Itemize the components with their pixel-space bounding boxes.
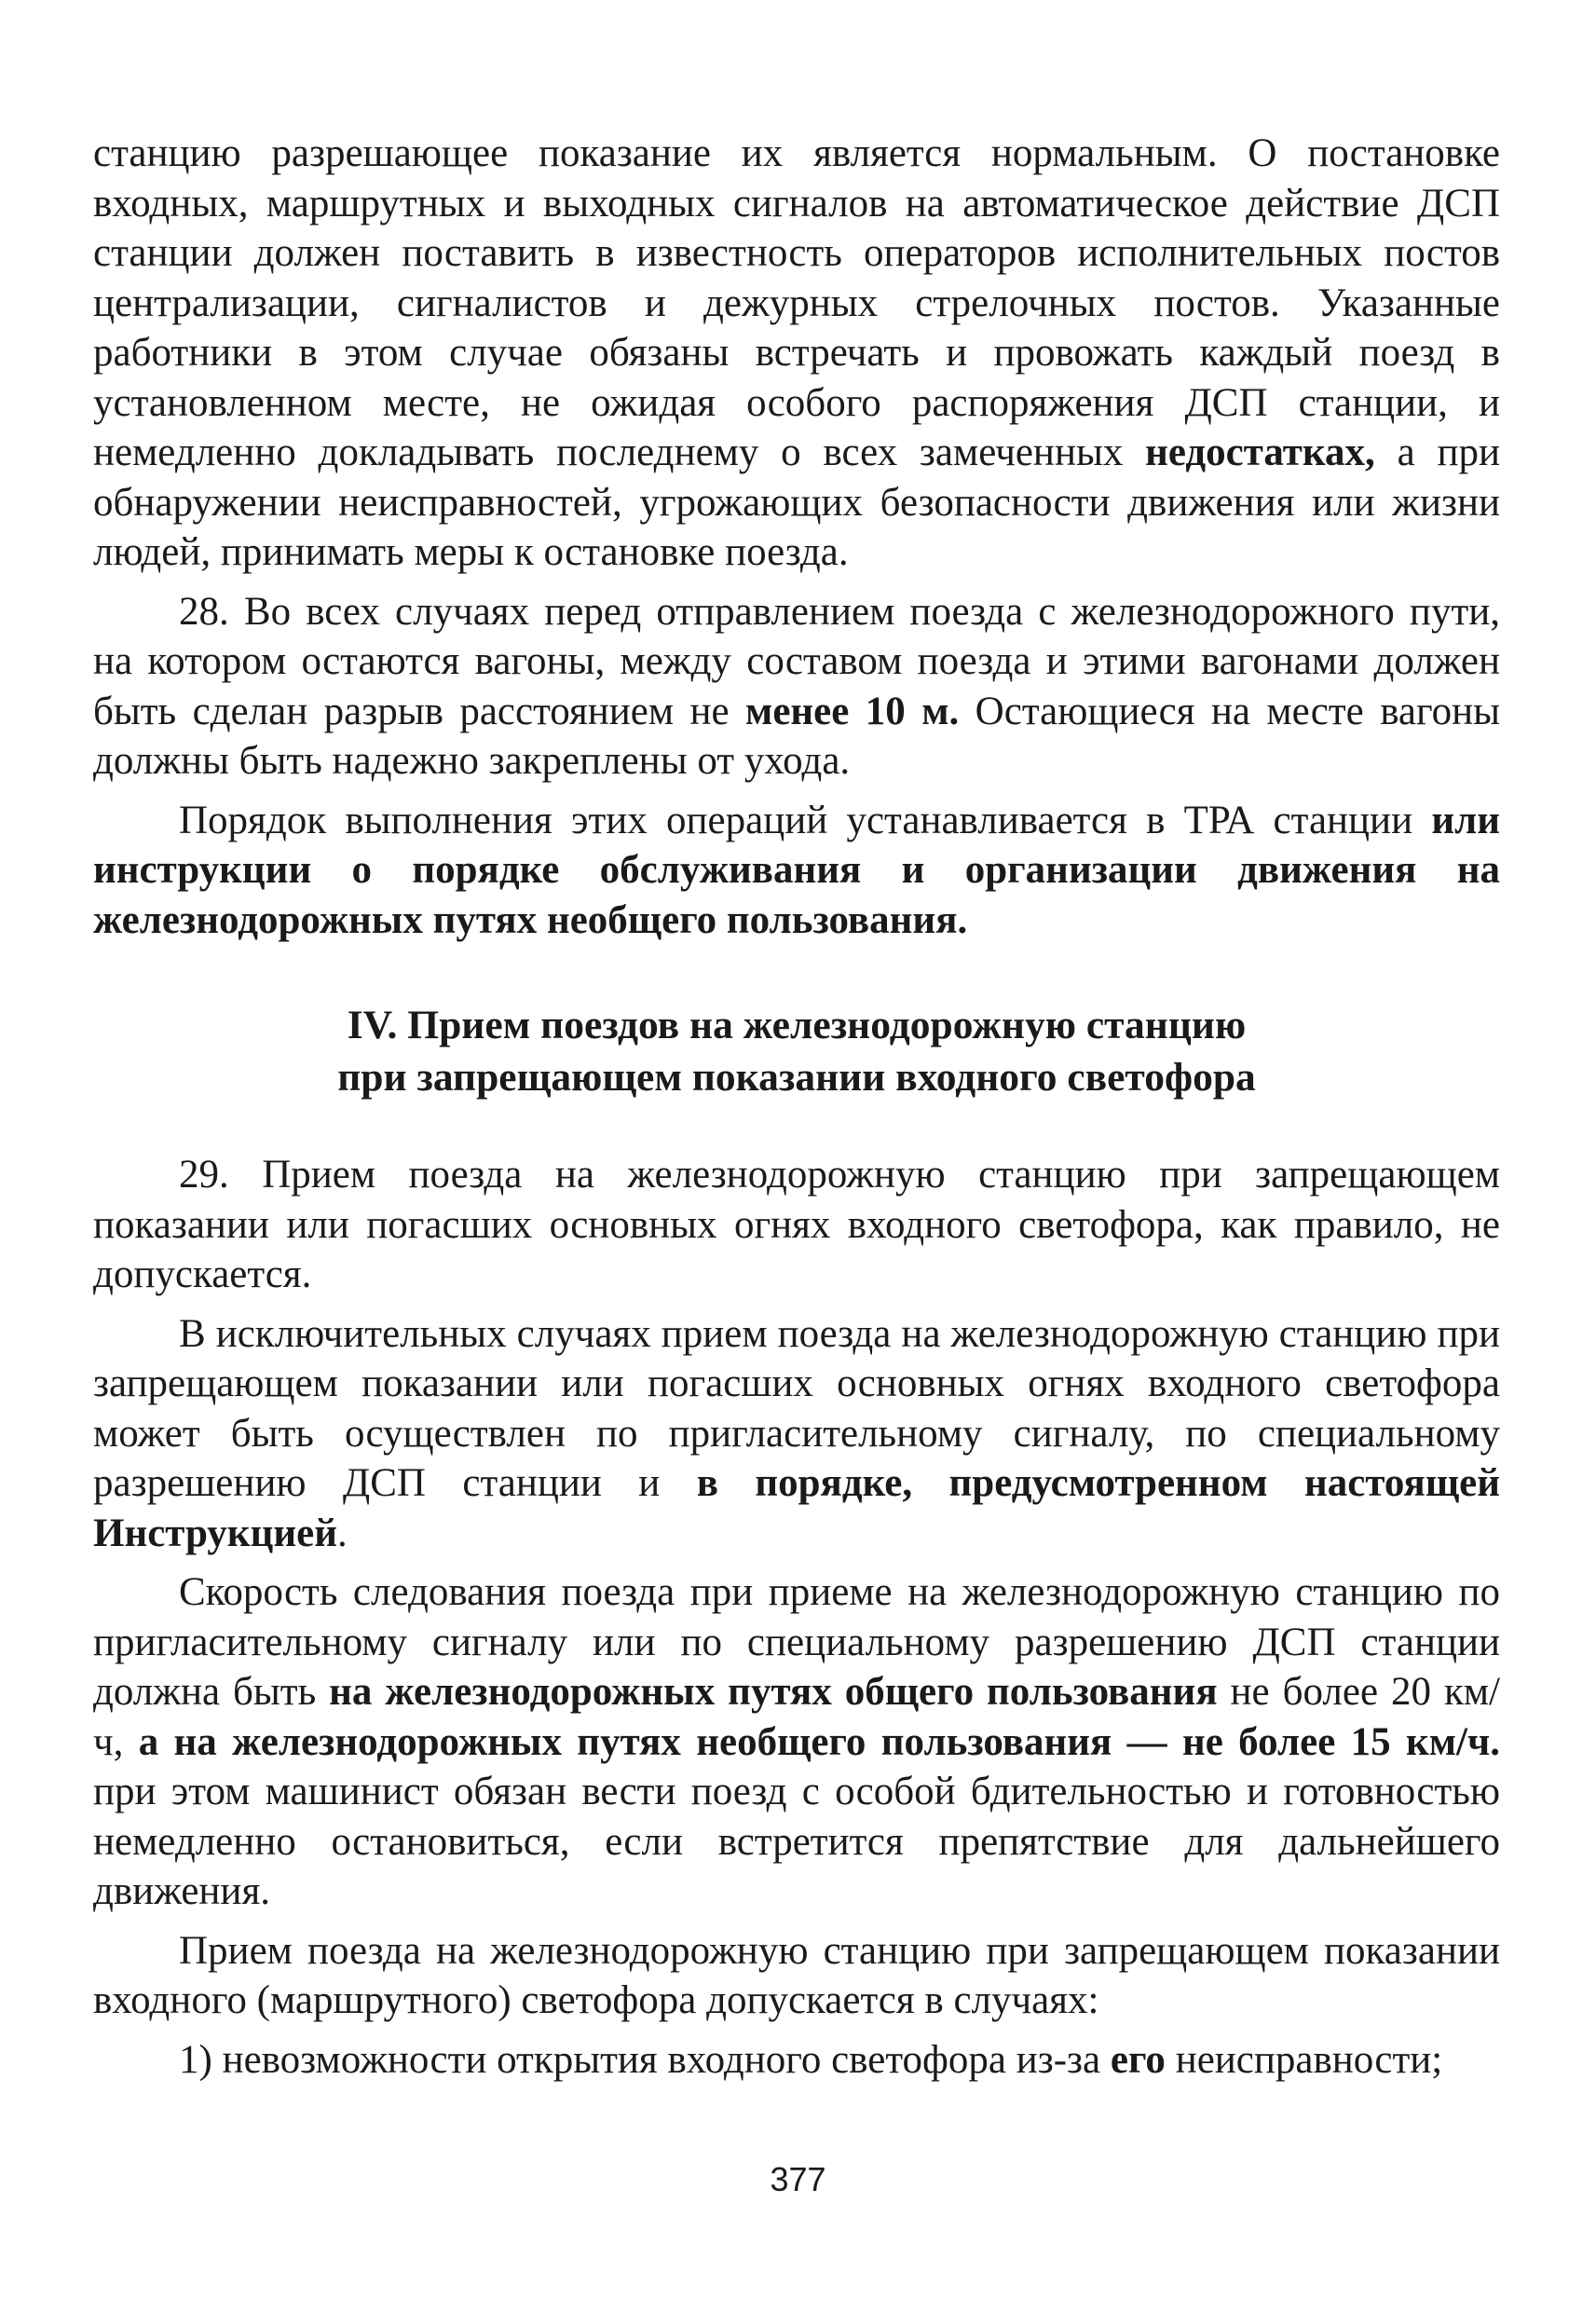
paragraph-station-signals: станцию разрешающее показание их является нормальным. О постановке входных, маршрутных и выходных сигналов на автоматическое действие ДСП станции должен поставить в известность операторов исполнительных постов централизации, сигналистов и дежурных стрелочных постов. Указанные работники в этом случае обязаны встречать и провожать каждый поезд в установленном месте, не ожидая особого распоряжения ДСП станции, и немедленно докладывать последнему о всех замеченных недостатках, а при обнаружении неисправностей, угрожающих безопасности движения или жизни людей, принимать меры к остановке поезда.	[93, 131, 1500, 574]
section-heading	[93, 999, 1500, 1103]
section-heading-line-2: при запрещающем показании входного светофора	[337, 1055, 1256, 1100]
paragraph-exceptional-cases: В исключительных случаях прием поезда на железнодорожную станцию при запрещающем показании или погасших основных огнях входного светофора может быть осуществлен по пригласительному сигналу, по специальному разрешению ДСП станции и в порядке, предусмотренном настоящей Инструкцией.	[93, 1311, 1500, 1555]
paragraph-speed: Скорость следования поезда при приеме на железнодорожную станцию по пригласительному сигналу или по специальному разрешению ДСП станции должна быть на железнодорожных путях общего пользования не более 20 км/ч, а на железнодорожных путях необщего пользования — не более 15 км/ч. при этом машинист обязан вести поезд с особой бдительностью и готовностью немедленно остановиться, если встретится препятствие для дальнейшего движения.	[93, 1570, 1500, 1913]
paragraph-tra-order: Порядок выполнения этих операций устанавливается в ТРА станции или инструкции о порядке обслуживания и организации движения на железнодорожных путях необщего пользования.	[93, 798, 1500, 942]
document-page	[93, 129, 1500, 2085]
page-number: 377	[770, 2160, 826, 2198]
paragraph-29: 29. Прием поезда на железнодорожную станцию при запрещающем показании или погасших основных огнях входного светофора, как правило, не допускается.	[93, 1153, 1500, 1296]
paragraph-reception-cases: Прием поезда на железнодорожную станцию при запрещающем показании входного (маршрутного) светофора допускается в случаях:	[93, 1928, 1500, 2022]
section-heading-line-1: IV. Прием поездов на железнодорожную станцию	[347, 1003, 1247, 1047]
list-item-1: 1) невозможности открытия входного светофора из-за его неисправности;	[179, 2037, 1443, 2082]
paragraph-28: 28. Во всех случаях перед отправлением поезда с железнодорожного пути, на котором остаются вагоны, между составом поезда и этими вагонами должен быть сделан разрыв расстоянием не менее 10 м. Остающиеся на месте вагоны должны быть надежно закреплены от ухода.	[93, 589, 1500, 783]
